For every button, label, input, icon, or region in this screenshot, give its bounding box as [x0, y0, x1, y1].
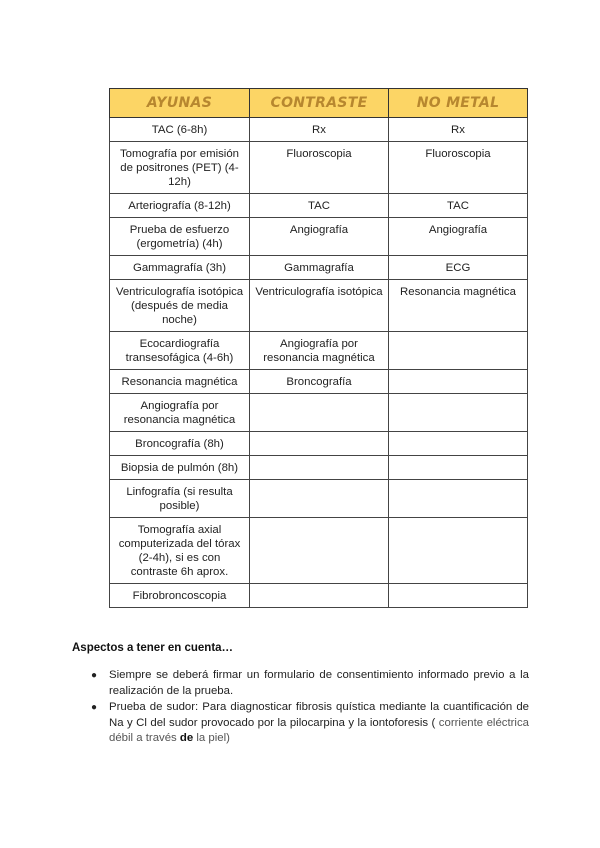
ayunas-cell: Tomografía por emisión de positrones (PET) (4-12h)	[110, 142, 250, 194]
table-row	[110, 432, 528, 456]
table-row	[110, 280, 528, 332]
ayunas-cell: Angiografía por resonancia magnética	[110, 394, 250, 432]
ayunas-cell: Prueba de esfuerzo (ergometría) (4h)	[110, 218, 250, 256]
note-bold-text: de	[179, 732, 194, 744]
no-metal-cell: ECG	[389, 256, 528, 280]
contraste-cell: Broncografía	[250, 370, 389, 394]
note-text: Siempre se deberá firmar un formulario de consentimiento informado previo a la realización de la prueba.	[109, 669, 529, 697]
note-paren-text: corriente eléctrica débil a través	[109, 716, 529, 744]
header-no-metal: NO METAL	[389, 89, 528, 118]
no-metal-cell	[389, 456, 528, 480]
note-paren-text-end: la piel)	[193, 732, 230, 744]
contraste-cell: Angiografía	[250, 218, 389, 256]
no-metal-cell	[389, 394, 528, 432]
list-item	[72, 668, 529, 699]
no-metal-cell: Resonancia magnética	[389, 280, 528, 332]
header-ayunas: AYUNAS	[110, 89, 250, 118]
ayunas-cell: TAC (6-8h)	[110, 118, 250, 142]
ayunas-cell: Ventriculografía isotópica (después de media noche)	[110, 280, 250, 332]
note-text: Prueba de sudor: Para diagnosticar fibrosis quística mediante la cuantificación de Na y Cl del sudor provocado por la pilocarpina y la iontoforesis (	[109, 701, 529, 729]
no-metal-cell	[389, 432, 528, 456]
table-row	[110, 518, 528, 584]
ayunas-cell: Fibrobroncoscopia	[110, 584, 250, 608]
table-row	[110, 332, 528, 370]
ayunas-cell: Tomografía axial computerizada del tórax (2-4h), si es con contraste 6h aprox.	[110, 518, 250, 584]
tests-table	[109, 88, 528, 608]
contraste-cell: Fluoroscopia	[250, 142, 389, 194]
table-row	[110, 256, 528, 280]
table-row	[110, 456, 528, 480]
contraste-cell	[250, 480, 389, 518]
table-row	[110, 394, 528, 432]
notes-section	[72, 642, 529, 748]
no-metal-cell: TAC	[389, 194, 528, 218]
table-row	[110, 194, 528, 218]
table-row	[110, 118, 528, 142]
contraste-cell: Rx	[250, 118, 389, 142]
no-metal-cell: Rx	[389, 118, 528, 142]
table-header-row	[110, 89, 528, 118]
table-row	[110, 218, 528, 256]
no-metal-cell: Fluoroscopia	[389, 142, 528, 194]
table-row	[110, 584, 528, 608]
ayunas-cell: Arteriografía (8-12h)	[110, 194, 250, 218]
bullet-icon: ●	[91, 702, 98, 713]
ayunas-cell: Broncografía (8h)	[110, 432, 250, 456]
notes-title: Aspectos a tener en cuenta…	[72, 642, 234, 654]
list-item	[72, 700, 529, 747]
contraste-cell	[250, 518, 389, 584]
no-metal-cell	[389, 584, 528, 608]
table-row	[110, 370, 528, 394]
contraste-cell: Ventriculografía isotópica	[250, 280, 389, 332]
no-metal-cell	[389, 480, 528, 518]
contraste-cell	[250, 394, 389, 432]
bullet-icon: ●	[91, 670, 98, 681]
notes-list	[72, 668, 529, 747]
header-contraste: CONTRASTE	[250, 89, 389, 118]
no-metal-cell	[389, 332, 528, 370]
ayunas-cell: Gammagrafía (3h)	[110, 256, 250, 280]
ayunas-cell: Linfografía (si resulta posible)	[110, 480, 250, 518]
no-metal-cell	[389, 518, 528, 584]
contraste-cell: TAC	[250, 194, 389, 218]
contraste-cell	[250, 584, 389, 608]
contraste-cell: Angiografía por resonancia magnética	[250, 332, 389, 370]
contraste-cell	[250, 432, 389, 456]
table-row	[110, 142, 528, 194]
ayunas-cell: Resonancia magnética	[110, 370, 250, 394]
table-row	[110, 480, 528, 518]
ayunas-cell: Biopsia de pulmón (8h)	[110, 456, 250, 480]
contraste-cell: Gammagrafía	[250, 256, 389, 280]
ayunas-cell: Ecocardiografía transesofágica (4-6h)	[110, 332, 250, 370]
no-metal-cell: Angiografía	[389, 218, 528, 256]
contraste-cell	[250, 456, 389, 480]
no-metal-cell	[389, 370, 528, 394]
